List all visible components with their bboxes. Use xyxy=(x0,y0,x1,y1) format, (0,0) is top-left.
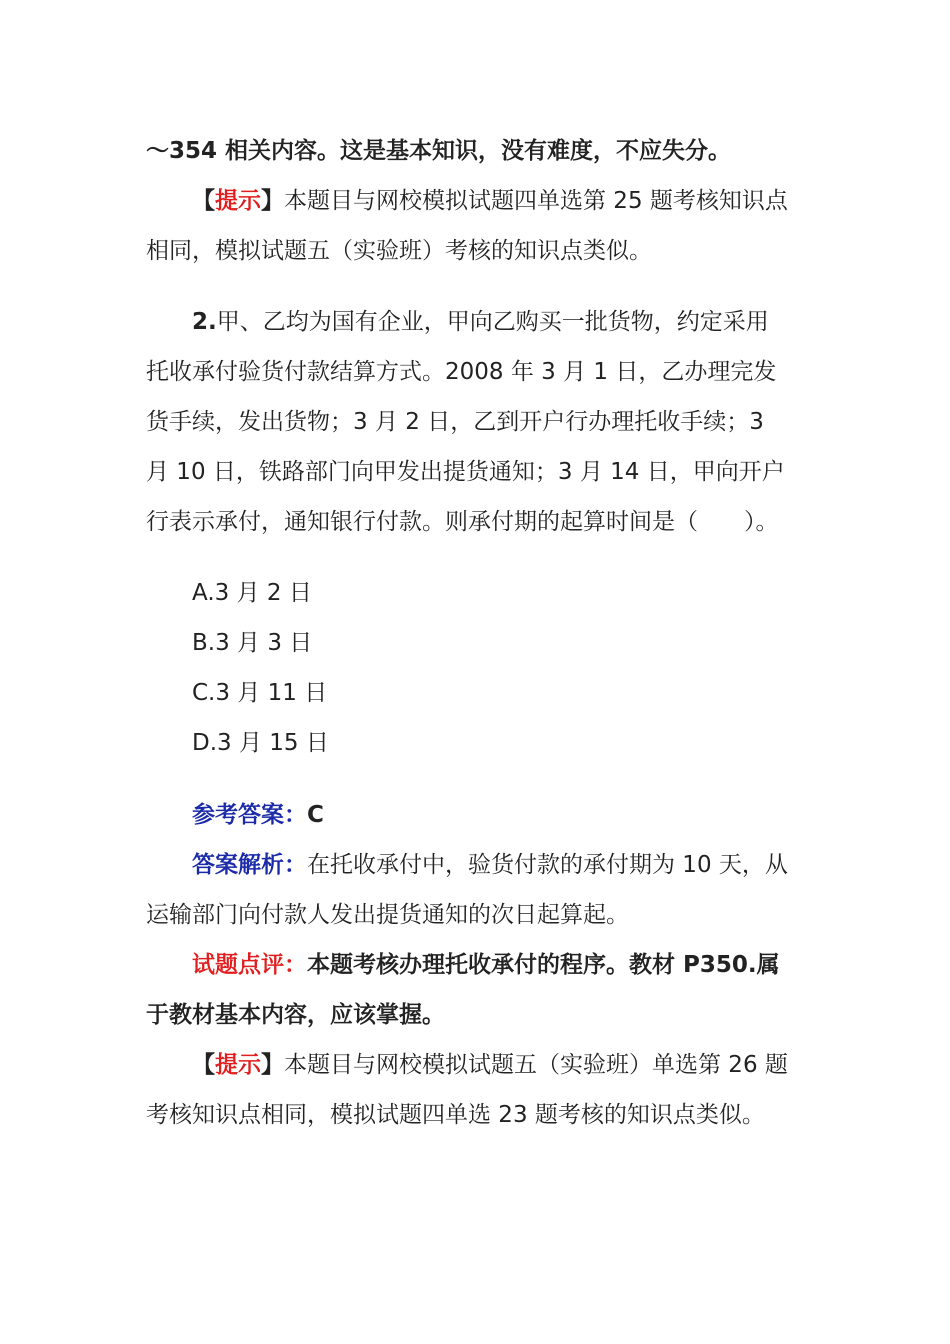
question-line-2: 托收承付验货付款结算方式。2008 年 3 月 1 日，乙办理完发 xyxy=(146,359,777,385)
hint-1-text-1: 本题目与网校模拟试题四单选第 25 题考核知识点 xyxy=(284,188,788,214)
hint-1-line-1 xyxy=(192,186,860,216)
review-label: 试题点评： xyxy=(192,952,307,978)
hint-1-label: 提示 xyxy=(215,188,261,214)
hint-2-line-1 xyxy=(192,1050,860,1080)
hint-2-open-bracket: 【 xyxy=(192,1052,215,1078)
review-line-1 xyxy=(192,950,860,980)
prev-analysis-text: ～354 相关内容。这是基本知识，没有难度，不应失分。 xyxy=(146,138,732,164)
hint-2-label: 提示 xyxy=(215,1052,261,1078)
explanation-line-1 xyxy=(192,850,860,880)
hint-2-line-2: 考核知识点相同，模拟试题四单选 23 题考核的知识点类似。 xyxy=(146,1102,765,1128)
review-text-1: 本题考核办理托收承付的程序。教材 P350.属 xyxy=(307,952,780,978)
option-c: C.3 月 11 日 xyxy=(192,680,328,706)
hint-1-open-bracket: 【 xyxy=(192,188,215,214)
hint-2-close-bracket: 】 xyxy=(261,1052,284,1078)
explanation-text-1: 在托收承付中，验货付款的承付期为 10 天，从 xyxy=(307,852,788,878)
explanation-line-2: 运输部门向付款人发出提货通知的次日起算起。 xyxy=(146,902,629,928)
option-d: D.3 月 15 日 xyxy=(192,730,329,756)
option-a: A.3 月 2 日 xyxy=(192,580,312,606)
option-b: B.3 月 3 日 xyxy=(192,630,313,656)
question-text-1: 甲、乙均为国有企业，甲向乙购买一批货物，约定采用 xyxy=(216,309,769,335)
hint-1-line-2: 相同，模拟试题五（实验班）考核的知识点类似。 xyxy=(146,238,652,264)
answer-value: C xyxy=(307,802,324,828)
review-line-2: 于教材基本内容，应该掌握。 xyxy=(146,1002,445,1028)
answer-label: 参考答案： xyxy=(192,802,307,828)
hint-1-close-bracket: 】 xyxy=(261,188,284,214)
question-line-4: 月 10 日，铁路部门向甲发出提货通知；3 月 14 日，甲向开户 xyxy=(146,459,785,485)
explanation-label: 答案解析： xyxy=(192,852,307,878)
hint-2-text-1: 本题目与网校模拟试题五（实验班）单选第 26 题 xyxy=(284,1052,788,1078)
question-line-5: 行表示承付，通知银行付款。则承付期的起算时间是（ ）。 xyxy=(146,509,779,535)
question-line-3: 货手续，发出货物；3 月 2 日，乙到开户行办理托收手续；3 xyxy=(146,409,764,435)
question-number: 2. xyxy=(192,309,217,335)
question-line-1 xyxy=(192,307,860,337)
answer-line xyxy=(192,800,860,830)
